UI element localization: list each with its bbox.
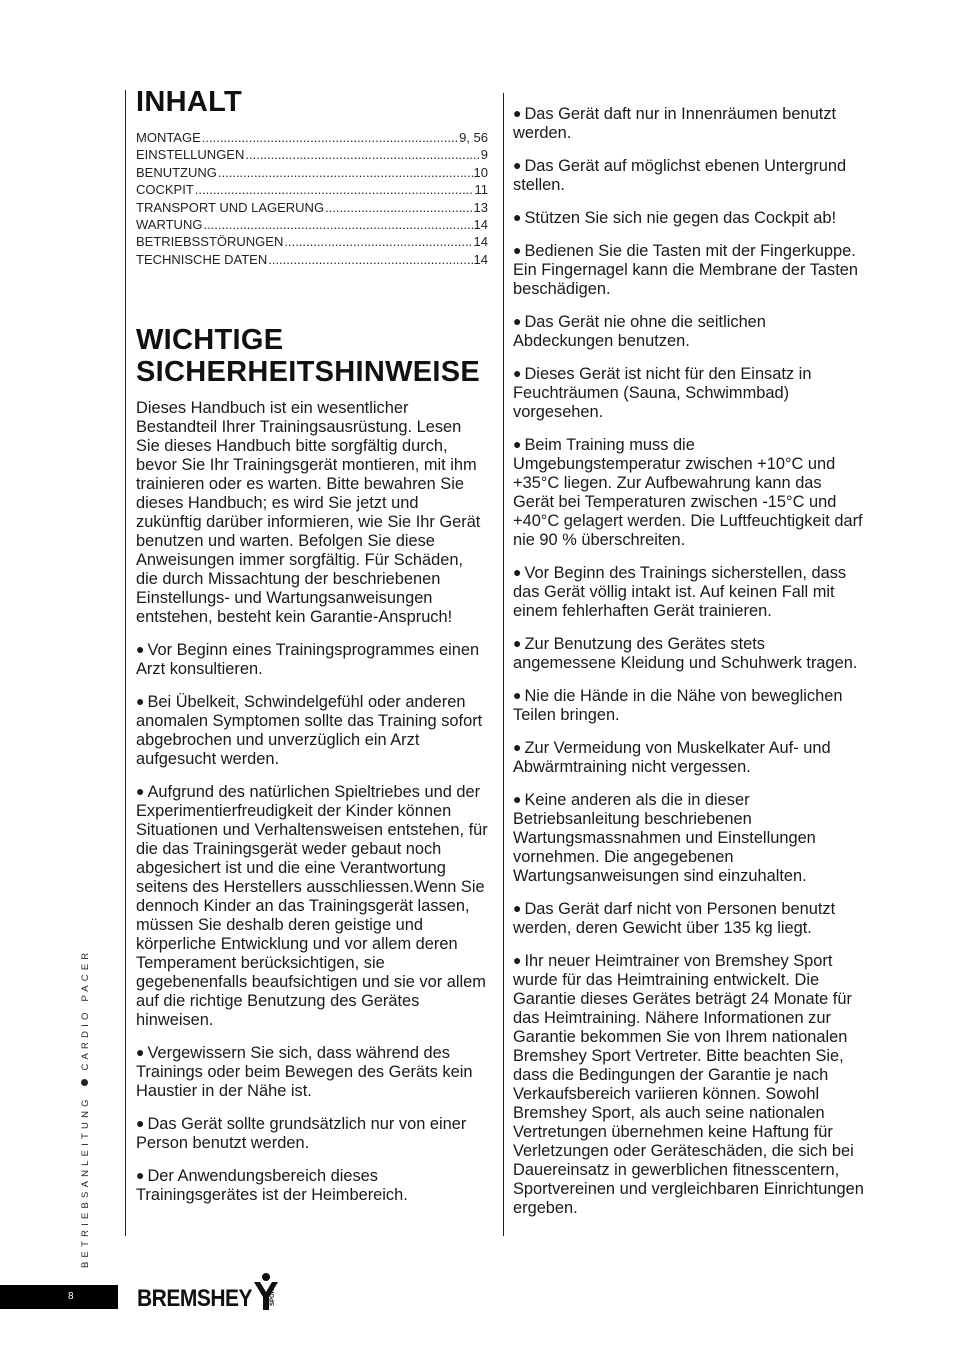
logo-wordmark: BREMSHEY: [137, 1285, 253, 1312]
safety-title: WICHTIGE SICHERHEITSHINWEISE: [136, 324, 481, 389]
toc-entry-page: 9, 56: [459, 130, 488, 145]
safety-bullet-text: Das Gerät sollte grundsätzlich nur von einer Person benutzt werden.: [136, 1115, 467, 1153]
safety-bullet-text: Vor Beginn eines Trainingsprogrammes einen Arzt konsultieren.: [136, 641, 480, 679]
safety-bullet: [513, 790, 865, 886]
toc-entry[interactable]: [136, 233, 488, 250]
side-text-manual: BETRIEBSANLEITUNG: [80, 1095, 91, 1268]
toc-leader-dots: [284, 233, 472, 250]
toc-leader-dots: [268, 251, 472, 268]
toc-entry[interactable]: [136, 146, 488, 163]
left-column-rule: [125, 90, 126, 1236]
page-number: 8: [68, 1291, 74, 1302]
toc-leader-dots: [202, 129, 458, 146]
safety-bullet-text: Das Gerät darf nicht von Personen benutzt werden, deren Gewicht über 135 kg liegt.: [513, 900, 836, 937]
middle-column-rule: [503, 93, 504, 1236]
safety-bullet-text: Nie die Hände in die Nähe von beweglichen Teilen bringen.: [513, 687, 843, 724]
toc-entry-label: TRANSPORT UND LAGERUNG: [136, 199, 325, 215]
toc-entry[interactable]: [136, 164, 488, 181]
bullet-icon: ●: [513, 900, 522, 916]
safety-bullet: [513, 156, 865, 195]
safety-bullets-right: [513, 104, 865, 1218]
safety-bullet: [136, 1166, 488, 1205]
bullet-icon: ●: [136, 693, 145, 710]
safety-bullet-text: Das Gerät nie ohne die seitlichen Abdeckungen benutzen.: [513, 313, 766, 350]
safety-bullet-text: Vergewissern Sie sich, dass während des Trainings oder beim Bewegen des Geräts kein Haustier in der Nähe ist.: [136, 1044, 473, 1101]
safety-bullet: [513, 563, 865, 621]
bullet-icon: ●: [513, 157, 522, 173]
toc-leader-dots: [203, 216, 472, 233]
toc-entry-page: 14: [473, 251, 488, 267]
safety-bullet: [513, 104, 865, 143]
toc-entry[interactable]: [136, 251, 488, 268]
safety-bullet: [136, 1114, 488, 1153]
toc-entry-page: 11: [474, 182, 488, 198]
toc-leader-dots: [245, 146, 479, 163]
toc-leader-dots: [195, 181, 474, 198]
safety-bullet: [513, 208, 865, 228]
safety-bullet-text: Das Gerät daft nur in Innenräumen benutzt werden.: [513, 105, 837, 142]
toc-leader-dots: [325, 199, 472, 216]
logo-sub-text: SPORT: [270, 1285, 277, 1306]
safety-bullet: [513, 241, 865, 299]
toc-entry[interactable]: [136, 216, 488, 233]
bullet-icon: ●: [513, 564, 522, 580]
bullet-icon: ●: [513, 739, 522, 755]
safety-bullet: [513, 686, 865, 725]
safety-bullet: [513, 435, 865, 550]
safety-bullet-text: Dieses Gerät ist nicht für den Einsatz in Feuchträumen (Sauna, Schwimmbad) vorgesehen.: [513, 365, 812, 421]
bullet-icon: ●: [136, 1167, 145, 1184]
safety-bullet-text: Das Gerät auf möglichst ebenen Untergrund stellen.: [513, 157, 847, 194]
safety-bullet-text: Ihr neuer Heimtrainer von Bremshey Sport wurde für das Heimtraining entwickelt. Die Garantie dieses Gerätes beträgt 24 Monate für das Heimtraining. Nähere Informationen zur Garantie bekommen Sie von Ihrem nationalen Bremshey Sport Vertreter. Bitte beachten Sie, dass die Bedingungen der Garantie je nach Verkaufsbereich variieren können. Sowohl Bremshey Sport, als auch seine nationalen Vertretungen übernehmen keine Haftung für Verletzungen oder Geräteschäden, die sich bei Dauereinsatz in gewerblichen fitnesscentern, Sportvereinen und vergleichbaren Einrichtungen ergeben.: [513, 952, 864, 1217]
toc-title: INHALT: [136, 86, 242, 118]
logo-figure-icon: [252, 1272, 282, 1312]
left-column: [136, 86, 488, 1205]
toc-entry[interactable]: [136, 199, 488, 216]
safety-bullet-text: Bei Übelkeit, Schwindelgefühl oder anderen anomalen Symptomen sollte das Training sofort abgebrochen und unverzüglich ein Arzt aufgesucht werden.: [136, 693, 483, 769]
bullet-icon: ●: [513, 436, 522, 452]
safety-bullets-left: [136, 640, 488, 1205]
safety-bullet-text: Aufgrund des natürlichen Spieltriebes und der Experimentierfreudigkeit der Kinder können Situationen und Verhaltensweisen entstehen, für die das Trainingsgerät weder gebaut noch abgesichert ist und die eine Verantwortung seitens des Herstellers ausschliessen.Wenn Sie dennoch Kinder an das Trainingsgerät lassen, müssen Sie deshalb deren geistige und körperliche Entwicklung und vor allem deren Temperament berücksichtigen, sie gegebenenfalls beaufsichtigen und sie vor allem auf die richtige Benutzung des Gerätes hinweisen.: [136, 783, 488, 1030]
safety-bullet: [136, 782, 488, 1030]
toc-entry-label: WARTUNG: [136, 217, 203, 233]
side-text-product: CARDIO PACER: [80, 948, 91, 1071]
safety-bullet: [513, 738, 865, 777]
bullet-icon: ●: [136, 641, 145, 658]
toc-entry-label: BENUTZUNG: [136, 164, 217, 180]
toc-entry-page: 10: [473, 164, 488, 180]
safety-bullet-text: Zur Benutzung des Gerätes stets angemessene Kleidung und Schuhwerk tragen.: [513, 635, 858, 672]
bullet-icon: ●: [136, 783, 145, 800]
safety-bullet-text: Bedienen Sie die Tasten mit der Fingerkuppe. Ein Fingernagel kann die Membrane der Tasten beschädigen.: [513, 242, 859, 298]
bullet-icon: ●: [513, 365, 522, 381]
table-of-contents: [136, 129, 488, 268]
bullet-icon: ●: [513, 105, 522, 121]
bullet-icon: ●: [513, 635, 522, 651]
safety-intro: Dieses Handbuch ist ein wesentlicher Bestandteil Ihrer Trainingsausrüstung. Lesen Sie dieses Handbuch bitte sorgfältig durch, bevor Sie Ihr Trainingsgerät montieren, mit ihm trainieren oder es warten. Bitte bewahren Sie dieses Handbuch; es wird Sie jetzt und zukünftig darüber informieren, wie Sie Ihr Gerät benutzen und warten. Befolgen Sie diese Anweisungen immer sorgfältig. Für Schäden, die durch Missachtung der beschriebenen Einstellungs- und Wartungsanweisungen entstehen, besteht kein Garantie-Anspruch!: [136, 399, 481, 627]
safety-bullet-text: Stützen Sie sich nie gegen das Cockpit ab!: [524, 209, 837, 227]
bullet-icon: ●: [513, 791, 522, 807]
toc-entry-label: BETRIEBSSTÖRUNGEN: [136, 234, 284, 250]
safety-bullet-text: Der Anwendungsbereich dieses Trainingsgerätes ist der Heimbereich.: [136, 1167, 408, 1205]
toc-leader-dots: [218, 164, 473, 181]
bullet-icon: ●: [136, 1044, 145, 1061]
bullet-icon: ●: [513, 687, 522, 703]
bullet-icon: ●: [136, 1115, 145, 1132]
safety-bullet-text: Zur Vermeidung von Muskelkater Auf- und Abwärmtraining nicht vergessen.: [513, 739, 831, 776]
toc-entry[interactable]: [136, 181, 488, 198]
bullet-icon: ●: [513, 952, 522, 968]
toc-entry-label: MONTAGE: [136, 130, 201, 145]
safety-bullet: [513, 951, 865, 1218]
safety-bullet: [136, 1043, 488, 1101]
toc-entry-page: 9: [480, 147, 488, 163]
bullet-icon: ●: [513, 209, 522, 225]
toc-entry-label: TECHNISCHE DATEN: [136, 251, 268, 267]
side-bullet-icon: [81, 1079, 88, 1086]
toc-entry[interactable]: [136, 129, 488, 146]
toc-entry-label: EINSTELLUNGEN: [136, 147, 245, 163]
safety-bullet: [513, 312, 865, 351]
page-number-bar: [0, 1285, 118, 1309]
safety-bullet: [136, 640, 488, 679]
toc-entry-page: 13: [473, 199, 488, 215]
side-running-title: [80, 949, 91, 1268]
toc-entry-label: COCKPIT: [136, 182, 194, 198]
safety-bullet-text: Keine anderen als die in dieser Betriebsanleitung beschriebenen Wartungsmassnahmen und Einstellungen vornehmen. Die angegebenen Wartungsanweisungen sind einzuhalten.: [513, 791, 816, 885]
bullet-icon: ●: [513, 313, 522, 329]
bremshey-logo: [137, 1272, 282, 1312]
safety-bullet: [136, 692, 488, 769]
bullet-icon: ●: [513, 242, 522, 258]
safety-bullet-text: Vor Beginn des Trainings sicherstellen, dass das Gerät völlig intakt ist. Auf keinen Fall mit einem fehlerhaften Gerät trainieren.: [513, 564, 847, 620]
toc-entry-page: 14: [473, 217, 488, 233]
safety-bullet: [513, 634, 865, 673]
safety-bullet: [513, 899, 865, 938]
toc-entry-page: 14: [473, 234, 488, 250]
safety-bullet: [513, 364, 865, 422]
safety-bullet-text: Beim Training muss die Umgebungstemperatur zwischen +10°C und +35°C liegen. Zur Aufbewahrung kann das Gerät bei Temperaturen zwischen -15°C und +40°C gelagert werden. Die Luftfeuchtigkeit darf nie 90 % überschreiten.: [513, 436, 863, 549]
